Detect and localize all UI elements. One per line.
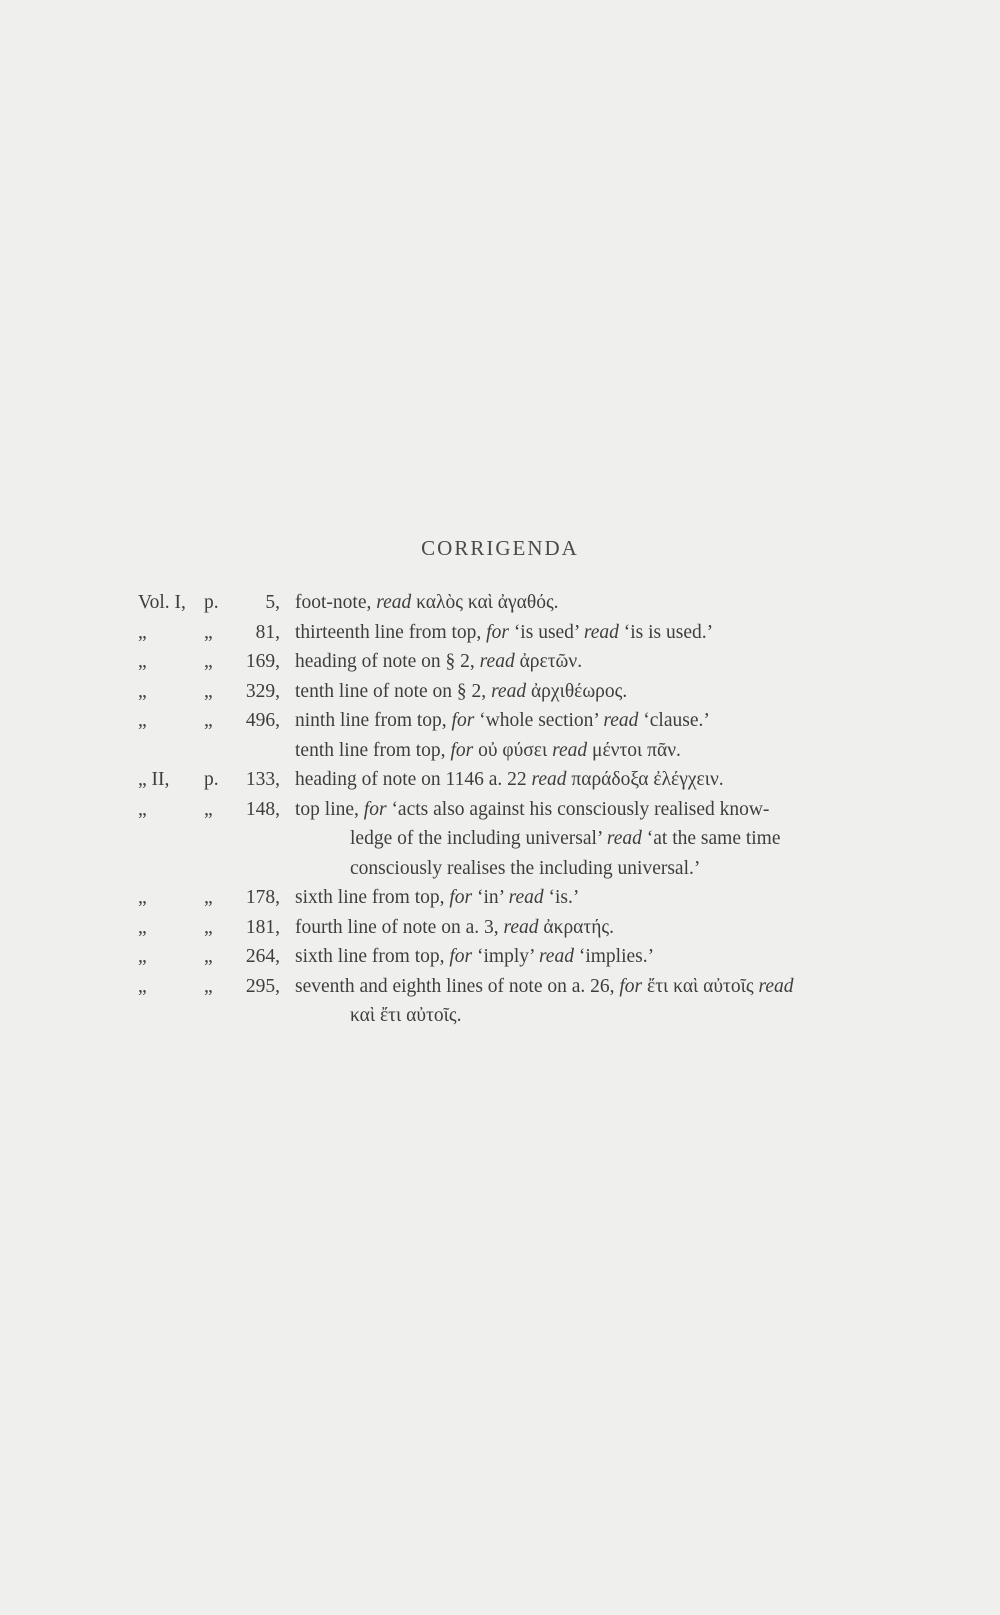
page-number: 264, (245, 946, 280, 967)
page-mark: „ (204, 710, 213, 731)
entry-text: ninth line from top, for ‘whole section’ read ‘clause.’ (295, 710, 710, 731)
corrigenda-entry (138, 651, 938, 681)
entry-text: foot-note, read καλὸς καὶ ἀγαθός. (295, 592, 559, 613)
page-number: 496, (245, 710, 280, 731)
corrigenda-entry-continuation (138, 858, 938, 888)
page-mark: „ (204, 916, 213, 938)
page-mark: „ (204, 798, 213, 820)
corrigenda-entry-continuation (138, 828, 938, 858)
corrigenda-list (138, 592, 938, 1035)
volume-label: „ (138, 798, 147, 820)
corrigenda-entry (138, 946, 938, 976)
volume-label: Vol. I, (138, 592, 186, 613)
corrigenda-entry (138, 622, 938, 652)
volume-label: „ (138, 710, 147, 731)
entry-text: ledge of the including universal’ read ‘at the same time (350, 828, 781, 849)
page-mark: „ (204, 680, 213, 702)
page-number: 169, (245, 651, 280, 672)
corrigenda-entry (138, 976, 938, 1006)
volume-label: „ (138, 651, 147, 672)
corrigenda-entry (138, 769, 938, 799)
page-number: 133, (245, 769, 280, 790)
page-number: 148, (245, 798, 280, 820)
entry-text: consciously realises the including universal.’ (350, 857, 701, 879)
corrigenda-entry (138, 740, 938, 770)
volume-label: „ (138, 621, 147, 643)
volume-label: „ (138, 680, 147, 702)
corrigenda-entry (138, 887, 938, 917)
entry-text: heading of note on 1146 a. 22 read παράδοξα ἐλέγχειν. (295, 769, 724, 790)
volume-label: „ (138, 916, 147, 938)
entry-text: tenth line from top, for οὐ φύσει read μέντοι πᾶν. (295, 739, 681, 761)
page-number: 81, (255, 621, 280, 643)
corrigenda-entry-continuation (138, 1005, 938, 1035)
entry-text: heading of note on § 2, read ἀρετῶν. (295, 651, 583, 672)
entry-text: sixth line from top, for ‘imply’ read ‘implies.’ (295, 946, 655, 967)
page-number: 5, (265, 592, 280, 613)
page-number: 295, (245, 975, 280, 997)
corrigenda-entry (138, 681, 938, 711)
page-mark: „ (204, 887, 213, 908)
volume-label: „ (138, 946, 147, 967)
entry-text: top line, for ‘acts also against his consciously realised know- (295, 798, 770, 820)
entry-text: καὶ ἔτι αὐτοῖς. (350, 1005, 462, 1026)
corrigenda-entry (138, 710, 938, 740)
entry-text: thirteenth line from top, for ‘is used’ read ‘is is used.’ (295, 621, 714, 643)
entry-text: sixth line from top, for ‘in’ read ‘is.’ (295, 887, 580, 908)
page-number: 178, (245, 887, 280, 908)
page-number: 329, (245, 680, 280, 702)
page-title: CORRIGENDA (421, 536, 579, 560)
corrigenda-entry (138, 917, 938, 947)
volume-label: „ (138, 975, 147, 997)
entry-text: seventh and eighth lines of note on a. 26, for ἔτι καὶ αὐτοῖς read (295, 975, 794, 997)
entry-text: tenth line of note on § 2, read ἀρχιθέωρος. (295, 680, 628, 702)
page-mark: „ (204, 651, 213, 672)
entry-text: fourth line of note on a. 3, read ἀκρατής. (295, 916, 615, 938)
page-mark: „ (204, 975, 213, 997)
page-number: 181, (245, 916, 280, 938)
page-mark: p. (204, 769, 219, 790)
page-mark: „ (204, 946, 213, 967)
corrigenda-entry (138, 592, 938, 622)
volume-label: „ (138, 887, 147, 908)
page-mark: p. (204, 592, 219, 613)
volume-label: „ II, (138, 769, 170, 790)
page-mark: „ (204, 621, 213, 643)
corrigenda-entry (138, 799, 938, 829)
